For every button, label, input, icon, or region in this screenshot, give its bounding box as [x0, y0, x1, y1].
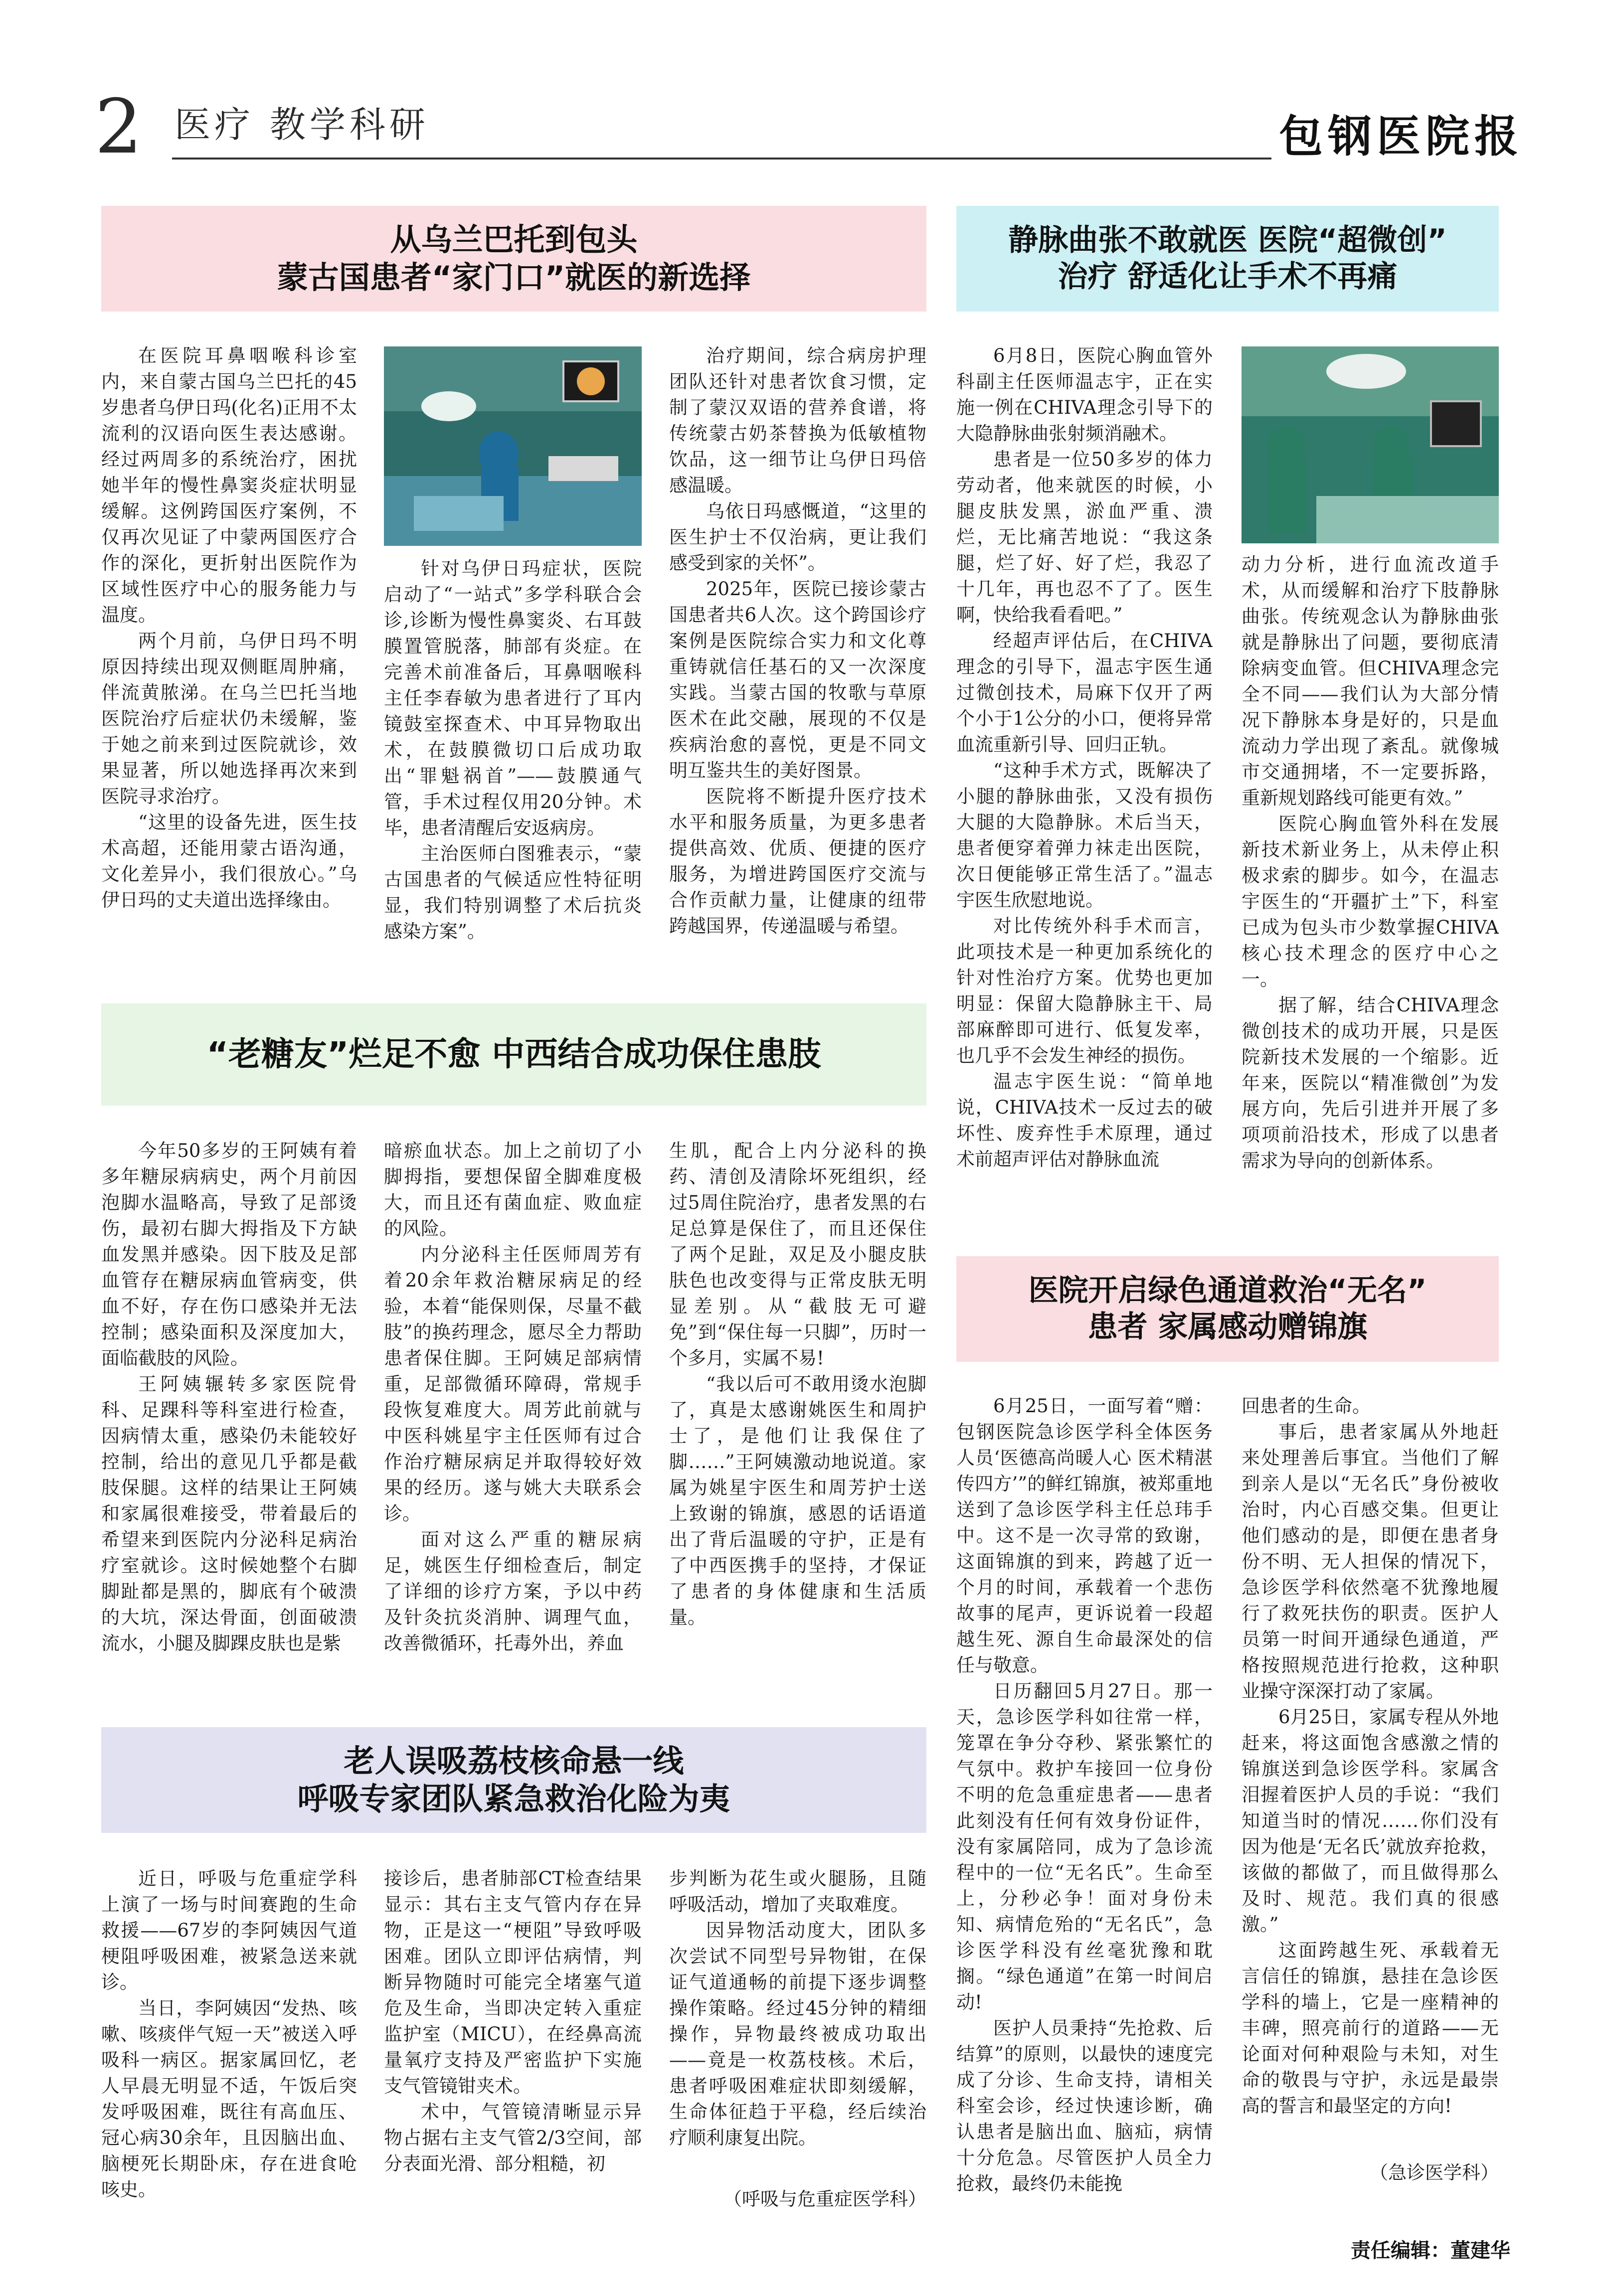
article4-column1: 近日，呼吸与危重症学科上演了一场与时间赛跑的生命救援——67岁的李阿姨因气道梗阻呼吸困难，被紧急送来就诊。 当日，李阿姨因“发热、咳嗽、咳痰伴气短一天”被送入呼吸科一病区。据家属回忆，老人早晨无明显不适，午饭后突发呼吸困难，既往有高血压、冠心病30余年，且因脑出血、脑梗死长期卧床，存在进食呛咳史。 — [101, 1868, 357, 2200]
article2-title-line2: 治疗 舒适化让手术不再痛 — [1058, 259, 1398, 294]
section-title: 医疗 教学科研 — [175, 104, 429, 146]
article5-byline: （急诊医学科） — [1370, 2162, 1499, 2183]
article2-column1: 6月8日，医院心胸血管外科副主任医师温志宇，正在实施一例在CHIVA理念引导下的大隐静脉曲张射频消融术。 患者是一位50多岁的体力劳动者，他来就医的时候，小腿皮肤发黑，淤血严重、溃烂，无比痛苦地说：“我这条腿，烂了好、好了烂，我忍了十几年，再也忍不了了。医生啊，快给我看看吧。” 经超声评估后，在CHIVA理念的引导下，温志宇医生通过微创技术，局麻下仅开了两个小于1公分的小口，便将异常血流重新引导、回归正轨。 “这种手术方式，既解决了小腿的静脉曲张，又没有损伤大腿的大隐静脉。术后当天，患者便穿着弹力袜走出医院，次日便能够正常生活了。”温志宇医生欣慰地说。 对比传统外科手术而言，此项技术是一种更加系统化的针对性治疗方案。优势也更加明显：保留大隐静脉主干、局部麻醉即可进行、低复发率，也几乎不会发生神经的损伤。 温志宇医生说：“简单地说，CHIVA技术一反过去的破坏性、废弃性手术原理，通过术前超声评估对静脉血流 — [956, 345, 1213, 1170]
article5-column1: 6月25日，一面写着“赠：包钢医院急诊医学科全体医务人员‘医德高尚暖人心 医术精湛传四方’”的鲜红锦旗，被郑重地送到了急诊医学科主任总玮手中。这不是一次寻常的致谢，这面锦旗的到来，跨越了近一个月的时间，承载着一个悲伤故事的尾声，更诉说着一段超越生死、源自生命最深处的信任与敬意。 日历翻回5月27日。那一天，急诊医学科如往常一样，笼罩在争分夺秒、紧张繁忙的气氛中。救护车接回一位身份不明的危急重症患者——患者此刻没有任何有效身份证件，没有家属陪同，成为了急诊流程中的一位“无名氏”。生命至上，分秒必争！面对身份未知、病情危殆的“无名氏”，急诊医学科没有丝毫犹豫和耽搁。“绿色通道”在第一时间启动! 医护人员秉持“先抢救、后结算”的原则，以最快的速度完成了分诊、生命支持，请相关科室会诊，经过快速诊断，确认患者是脑出血、脑疝，病情十分危急。尽管医护人员全力抢救，最终仍未能挽 — [956, 1395, 1213, 2194]
header-rule — [172, 158, 1271, 160]
article4-headline-box — [101, 1727, 926, 1833]
article2-column2: 动力分析，进行血流改道手术，从而缓解和治疗下肢静脉曲张。传统观念认为静脉曲张就是静脉出了问题，要彻底清除病变血管。但CHIVA理念完全不同——我们认为大部分情况下静脉本身是好的，只是血流动力学出现了紊乱。就像城市交通拥堵，不一定要拆路，重新规划路线可能更有效。” 医院心胸血管外科在发展新技术新业务上，从未停止积极求索的脚步。如今，在温志宇医生的“开疆扩土”下，科室已成为包头市少数掌握CHIVA核心技术理念的医疗中心之一。 据了解，结合CHIVA理念微创技术的成功开展，只是医院新技术发展的一个缩影。近年来，医院以“精准微创”为发展方向，先后引进并开展了多项项前沿技术，形成了以患者需求为导向的创新体系。 — [1242, 554, 1499, 1171]
article4-title-line2: 呼吸专家团队紧急救治化险为夷 — [297, 1781, 730, 1817]
article4-column2: 接诊后，患者肺部CT检查结果显示：其右主支气管内存在异物，正是这一“梗阻”导致呼吸困难。团队立即评估病情，判断异物随时可能完全堵塞气道危及生命，当即决定转入重症监护室（MICU），在经鼻高流量氧疗支持及严密监护下实施支气管镜钳夹术。 术中，气管镜清晰显示异物占据右主支气管2/3空间，部分表面光滑、部分粗糙，初 — [384, 1868, 642, 2174]
article5-title-line2: 患者 家属感动赠锦旗 — [1087, 1310, 1368, 1344]
article3-column2: 暗瘀血状态。加上之前切了小脚拇指，要想保留全脚难度极大，而且还有菌血症、败血症的风险。 内分泌科主任医师周芳有着20余年救治糖尿病足的经验，本着“能保则保，尽量不截肢”的换药理念，愿尽全力帮助患者保住脚。王阿姨足部病情重，足部微循环障碍，常规手段恢复难度大。周芳此前就与中医科姚星宇主任医师有过合作治疗糖尿病足并取得较好效果的经历。遂与姚大夫联系会诊。 面对这么严重的糖尿病足，姚医生仔细检查后，制定了详细的诊疗方案，予以中药及针灸抗炎消肿、调理气血，改善微循环，托毒外出，养血 — [384, 1140, 642, 1654]
article1-column1: 在医院耳鼻咽喉科诊室内，来自蒙古国乌兰巴托的45岁患者乌伊日玛(化名)正用不太流利的汉语向医生表达感谢。经过两周多的系统治疗，困扰她半年的慢性鼻窦炎症状明显缓解。这例跨国医疗案例，不仅再次见证了中蒙两国医疗合作的深化，更折射出医院作为区域性医疗中心的服务能力与温度。 两个月前，乌伊日玛不明原因持续出现双侧眶周肿痛，伴流黄脓涕。在乌兰巴托当地医院治疗后症状仍未缓解，鉴于她之前来到过医院就诊，效果显著，所以她选择再次来到医院寻求治疗。 “这里的设备先进，医生技术高超，还能用蒙古语沟通，文化差异小，我们很放心。”乌伊日玛的丈夫道出选择缘由。 — [101, 345, 357, 911]
article3-column1: 今年50多岁的王阿姨有着多年糖尿病病史，两个月前因泡脚水温略高，导致了足部烫伤，最初右脚大拇指及下方缺血发黑并感染。因下肢及足部血管存在糖尿病血管病变，供血不好，存在伤口感染并无法控制；感染面积及深度加大，面临截肢的风险。 王阿姨辗转多家医院骨科、足踝科等科室进行检查，因病情太重，感染仍未能较好控制，给出的意见几乎都是截肢保腿。这样的结果让王阿姨和家属很难接受，带着最后的希望来到医院内分泌科足病治疗室就诊。这时候她整个右脚脚趾都是黑的，脚底有个破溃的大坑，深达骨面，创面破溃流水，小腿及脚踝皮肤也是紫 — [101, 1140, 357, 1654]
article4-title-line1: 老人误吸荔枝核命悬一线 — [344, 1743, 684, 1780]
page-number: 2 — [95, 84, 143, 170]
article5-column2: 回患者的生命。 事后，患者家属从外地赶来处理善后事宜。当他们了解到亲人是以“无名氏”身份被收治时，内心百感交集。但更让他们感动的是，即便在患者身份不明、无人担保的情况下，急诊医学科依然毫不犹豫地履行了救死扶伤的职责。医护人员第一时间开通绿色通道，严格按照规范进行抢救，这种职业操守深深打动了家属。 6月25日，家属专程从外地赶来，将这面饱含感激之情的锦旗送到急诊医学科。家属含泪握着医护人员的手说：“我们知道当时的情况……你们没有因为他是‘无名氏’就放弃抢救，该做的都做了，而且做得那么及时、规范。我们真的很感激。” 这面跨越生死、承载着无言信任的锦旗，悬挂在急诊医学科的墙上，它是一座精神的丰碑，照亮前行的道路——无论面对何种艰险与未知，对生命的敬畏与守护，永远是最崇高的誓言和最坚定的方向! — [1242, 1395, 1499, 2117]
newspaper-logo: 包钢医院报 — [1279, 111, 1524, 162]
article2-photo — [1242, 346, 1499, 543]
article5-headline-box — [956, 1256, 1499, 1362]
article3-headline-box — [101, 1003, 926, 1106]
article1-title-line1: 从乌兰巴托到包头 — [390, 221, 638, 258]
article1-column3: 治疗期间，综合病房护理团队还针对患者饮食习惯，定制了蒙汉双语的营养食谱，将传统蒙古奶茶替换为低敏植物饮品，这一细节让乌伊日玛倍感温暖。 乌依日玛感慨道，“这里的医生护士不仅治病，更让我们感受到家的关怀”。 2025年，医院已接诊蒙古国患者共6人次。这个跨国诊疗案例是医院综合实力和文化尊重铸就信任基石的又一次深度实践。当蒙古国的牧歌与草原医术在此交融，展现的不仅是疾病治愈的喜悦，更是不同文明互鉴共生的美好图景。 医院将不断提升医疗技术水平和服务质量，为更多患者提供高效、优质、便捷的医疗服务，为增进跨国医疗交流与合作贡献力量，让健康的纽带跨越国界，传递温暖与希望。 — [669, 345, 926, 937]
article1-column2: 针对乌伊日玛症状，医院启动了“一站式”多学科联合会诊,诊断为慢性鼻窦炎、右耳鼓膜置管脱落，肺部有炎症。在完善术前准备后，耳鼻咽喉科主任李春敏为患者进行了耳内镜鼓室探查术、中耳异物取出术，在鼓膜微切口后成功取出“罪魁祸首”——鼓膜通气管，手术过程仅用20分钟。术毕，患者清醒后安返病房。 主治医师白图雅表示，“蒙古国患者的气候适应性特征明显，我们特别调整了术后抗炎感染方案”。 — [384, 558, 642, 942]
article4-column3: 步判断为花生或火腿肠，且随呼吸活动，增加了夹取难度。 因异物活动度大，团队多次尝试不同型号异物钳，在保证气道通畅的前提下逐步调整操作策略。经过45分钟的精细操作，异物最终被成功取出——竟是一枚荔枝核。术后，患者呼吸困难症状即刻缓解，生命体征趋于平稳，经后续治疗顺利康复出院。 — [669, 1868, 926, 2148]
article2-title-line1: 静脉曲张不敢就医 医院“超微创” — [1008, 222, 1447, 258]
article4-byline: （呼吸与危重症医学科） — [723, 2188, 926, 2210]
article1-headline-box — [101, 206, 926, 312]
responsible-editor: 责任编辑：董建华 — [1351, 2239, 1510, 2262]
article3-title: “老糖友”烂足不愈 中西结合成功保住患肢 — [206, 1035, 821, 1074]
article1-title-line2: 蒙古国患者“家门口”就医的新选择 — [277, 259, 751, 296]
article5-title-line1: 医院开启绿色通道救治“无名” — [1028, 1273, 1427, 1308]
article3-column3: 生肌，配合上内分泌科的换药、清创及清除坏死组织，经过5周住院治疗，患者发黑的右足总算是保住了，而且还保住了两个足趾，双足及小腿皮肤肤色也改变得与正常皮肤无明显差别。从“截肢无可避免”到“保住每一只脚”，历时一个多月，实属不易! “我以后可不敢用烫水泡脚了，真是太感谢姚医生和周护士了，是他们让我保住了脚……”王阿姨激动地说道。家属为姚星宇医生和周芳护士送上致谢的锦旗，感恩的话语道出了背后温暖的守护，正是有了中西医携手的坚持，才保证了患者的身体健康和生活质量。 — [669, 1140, 926, 1628]
article1-photo — [384, 346, 642, 546]
article2-headline-box — [956, 206, 1499, 312]
